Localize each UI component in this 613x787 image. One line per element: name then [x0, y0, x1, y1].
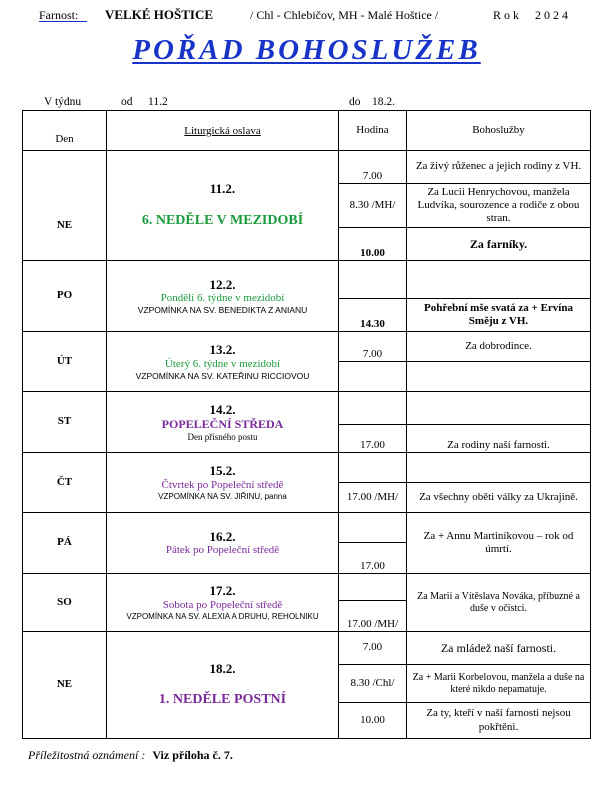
memorial-text: VZPOMÍNKA NA SV. ALEXIA A DRUHU, REHOLNIKU [126, 612, 319, 622]
hour-cell: 7.00 [339, 632, 407, 665]
day-cell: PÁ [23, 513, 107, 574]
memorial-text: VZPOMÍNKA NA SV. BENEDIKTA Z ANIANU [137, 305, 308, 316]
hour-cell [339, 362, 407, 392]
memorial-text: VZPOMÍNKA NA SV. JIŘINU, panna [158, 492, 287, 502]
year-label: R o k [493, 8, 520, 22]
feast-text: Čtvrtek po Popeleční středě [161, 478, 284, 491]
day-cell: SO [23, 574, 107, 632]
date-text: 12.2. [209, 276, 236, 292]
feast-text: Sobota po Popeleční středě [162, 598, 283, 611]
column-header-celebration [107, 111, 339, 151]
footer-text: Viz příloha č. 7. [152, 748, 233, 762]
column-header-celebration-text: Liturgická oslava [184, 125, 261, 137]
date-text: 11.2. [209, 181, 236, 197]
week-to-label: do [349, 96, 361, 108]
intention-cell [407, 362, 591, 392]
table-row [23, 332, 591, 362]
celebration-cell [107, 151, 339, 261]
table-row [23, 151, 591, 184]
date-text: 16.2. [209, 528, 236, 544]
date-text: 14.2. [209, 401, 236, 417]
intention-cell: Za + Annu Martiníkovou – rok od úmrtí. [407, 513, 591, 574]
column-header-day: Den [23, 111, 107, 151]
table-row [23, 261, 591, 299]
date-text: 17.2. [209, 583, 236, 599]
intention-cell: Za farníky. [407, 228, 591, 261]
feast-text: 1. NEDĚLE POSTNÍ [158, 692, 287, 708]
day-cell: ČT [23, 453, 107, 513]
week-label: V týdnu [44, 96, 82, 108]
header-row [23, 111, 591, 151]
celebration-cell [107, 574, 339, 632]
memorial-text: VZPOMÍNKA NA SV. KATEŘINU RICCIOVOU [135, 370, 310, 381]
hour-cell: 14.30 [339, 299, 407, 332]
hour-cell [339, 261, 407, 299]
celebration-cell [107, 632, 339, 739]
hour-cell [339, 574, 407, 601]
hour-cell: 8.30 /MH/ [339, 184, 407, 228]
day-cell: NE [23, 632, 107, 739]
page-title: POŘAD BOHOSLUŽEB [132, 34, 481, 66]
table-row [23, 513, 591, 543]
intention-cell: Za živý růženec a jejich rodiny z VH. [407, 151, 591, 184]
intention-cell: Za + Marii Korbelovou, manžela a duše na které nikdo nepamatuje. [407, 665, 591, 703]
intention-cell: Za ty, kteří v naší farnosti nejsou pokřtěni. [407, 703, 591, 739]
feast-text: Pátek po Popeleční středě [165, 544, 280, 557]
hour-cell: 17.00 /MH/ [339, 483, 407, 513]
celebration-cell [107, 261, 339, 332]
day-cell: PO [23, 261, 107, 332]
hour-cell: 10.00 [339, 228, 407, 261]
hour-cell: 10.00 [339, 703, 407, 739]
hour-cell: 7.00 [339, 151, 407, 184]
hour-cell: 17.00 [339, 543, 407, 574]
intention-cell: Za rodiny naší farnosti. [407, 425, 591, 453]
memorial-text: Den přísného postu [187, 431, 258, 442]
schedule-table [22, 110, 591, 739]
column-header-hour: Hodina [339, 111, 407, 151]
feast-text: POPELEČNÍ STŘEDA [161, 417, 284, 432]
hour-cell [339, 513, 407, 543]
intention-cell: Za Marii a Vítěslava Nováka, příbuzné a duše v očistci. [407, 574, 591, 632]
feast-text: Pondělí 6. týdne v mezidobí [160, 292, 285, 305]
celebration-cell [107, 513, 339, 574]
intention-cell: Za Lucii Henrychovou, manžela Ludvíka, sourozence a rodiče z obou stran. [407, 184, 591, 228]
intention-cell [407, 392, 591, 425]
schedule-table-wrapper [22, 110, 590, 744]
hour-cell: 8.30 /Chl/ [339, 665, 407, 703]
filials-note: / Chl - Chlebičov, MH - Malé Hoštice / [250, 8, 439, 22]
table-row [23, 632, 591, 665]
hour-cell: 17.00 /MH/ [339, 601, 407, 632]
week-from-label: od [121, 96, 133, 108]
intention-cell: Za všechny oběti války za Ukrajině. [407, 483, 591, 513]
intention-cell: Pohřební mše svatá za + Ervína Směju z VH. [407, 299, 591, 332]
hour-cell [339, 453, 407, 483]
week-to-date: 18.2. [372, 96, 395, 108]
column-header-services: Bohoslužby [407, 111, 591, 151]
table-row [23, 574, 591, 601]
date-text: 15.2. [209, 463, 236, 479]
day-cell: ÚT [23, 332, 107, 392]
celebration-cell [107, 453, 339, 513]
year-value: 2 0 2 4 [535, 8, 568, 22]
hour-cell [339, 392, 407, 425]
celebration-cell [107, 392, 339, 453]
table-row [23, 453, 591, 483]
underline-decoration [39, 21, 87, 22]
parish-label: Farnost: [39, 8, 79, 22]
footer [28, 748, 233, 763]
date-text: 13.2. [209, 342, 236, 358]
intention-cell: Za mládež naší farnosti. [407, 632, 591, 665]
intention-cell: Za dobrodince. [407, 332, 591, 362]
parish-name: VELKÉ HOŠTICE [105, 7, 214, 22]
week-from-date: 11.2 [148, 96, 168, 108]
hour-cell: 7.00 [339, 332, 407, 362]
day-cell: ST [23, 392, 107, 453]
feast-text: Úterý 6. týdne v mezidobí [164, 357, 281, 370]
date-text: 18.2. [209, 660, 236, 676]
feast-text: 6. NEDĚLE V MEZIDOBÍ [141, 212, 304, 228]
table-row [23, 392, 591, 425]
day-cell: NE [23, 151, 107, 261]
intention-cell [407, 261, 591, 299]
hour-cell: 17.00 [339, 425, 407, 453]
intention-cell [407, 453, 591, 483]
celebration-cell [107, 332, 339, 392]
footer-label: Příležitostná oznámení : [28, 748, 146, 762]
